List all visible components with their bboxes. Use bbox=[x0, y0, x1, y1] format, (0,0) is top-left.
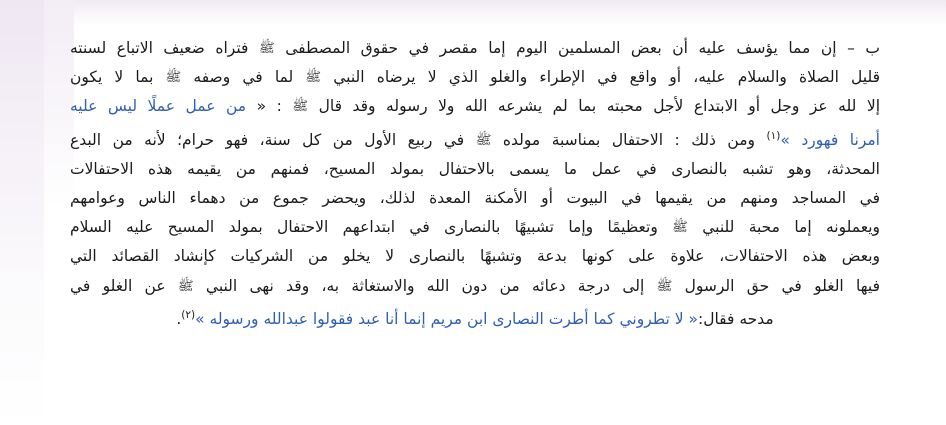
text-segment-normal: بما لا يكون bbox=[70, 68, 166, 87]
text-segment-normal: ومن ذلك : الاحتفال بمناسبة مولده bbox=[491, 130, 767, 149]
text-segment-symbol: ﷺ bbox=[475, 132, 492, 148]
text-segment-normal: إلى درجة دعائه من دون الله والاستغاثة به، وقد نهى النبي bbox=[193, 276, 657, 295]
page-left-edge-gradient bbox=[0, 0, 44, 425]
text-line bbox=[70, 242, 880, 271]
text-segment-highlight: « لا تطروني كما أطرت النصارى ابن مريم إنما أنا عبد فقولوا عبدالله ورسوله » bbox=[195, 309, 698, 328]
text-segment-normal: لما في وصفه bbox=[181, 68, 306, 87]
text-segment-symbol: ﷺ bbox=[177, 278, 194, 294]
text-segment-highlight: من عمل عملًا ليس عليه bbox=[70, 97, 257, 116]
text-segment-highlight: أمرنا فهورد bbox=[789, 130, 880, 149]
text-segment-normal: في ربيع الأول من كل سنة، فهو حرام؛ لأنه من البدع bbox=[70, 130, 476, 149]
text-segment-symbol: ﷺ bbox=[656, 278, 673, 294]
text-segment-normal: مدحه فقال: bbox=[697, 309, 774, 328]
text-segment-normal: : « bbox=[256, 97, 293, 116]
text-segment-normal: ويعملونه إما محبة للنبي bbox=[687, 218, 880, 237]
text-segment-symbol: ﷺ bbox=[165, 70, 182, 86]
text-segment-normal: عن الغلو في bbox=[70, 276, 178, 295]
text-segment-normal: ب – إن مما يؤسف عليه أن بعض المسلمين اليوم إما مقصر في حقوق المصطفى bbox=[274, 39, 880, 57]
text-line bbox=[70, 155, 880, 184]
text-line bbox=[70, 92, 880, 121]
text-segment-normal: وبعض هذه الاحتفالات، علاوة على كونها بدعة وتشبهًا بالنصارى لا يخلو من الشركيات كإنشاد القصائد التي bbox=[70, 247, 880, 266]
text-segment-normal: وتعظيمًا وإما تشبيهًا بالنصارى في ابتداعهم الاحتفال بمولد المسيح عليه السلام bbox=[70, 218, 673, 237]
text-segment-symbol: ﷺ bbox=[258, 41, 275, 56]
text-segment-normal: . bbox=[176, 309, 182, 328]
text-segment-footnote: (١) bbox=[766, 129, 781, 142]
text-segment-normal: قليل الصلاة والسلام عليه، أو واقع في الإطراء والغلو الذي لا يرضاه النبي bbox=[321, 68, 880, 87]
text-segment-normal: إلا لله عز وجل أو الابتداع لأجل محبته بما لم يشرعه الله ولا رسوله وقد قال bbox=[308, 97, 881, 116]
text-segment-normal: في المساجد ومنهم من يقيمها في البيوت أو الأمكنة المعدة لذلك، ويحضر جموع من دهماء الناس وعوامهم bbox=[70, 189, 880, 208]
text-segment-normal: فيها الغلو في حق الرسول bbox=[672, 276, 880, 295]
text-segment-symbol: ﷺ bbox=[292, 99, 309, 115]
text-line bbox=[70, 63, 880, 92]
paragraph-b bbox=[70, 34, 880, 334]
text-line bbox=[70, 34, 880, 63]
text-line bbox=[70, 301, 880, 334]
text-line bbox=[70, 184, 880, 213]
page-top-gradient bbox=[0, 0, 946, 26]
text-segment-normal: المحدثة، وهو تشبه بالنصارى في عمل ما يسمى بالاحتفال بمولد المسيح، فمنهم من يقيمه هذه الاحتفالات bbox=[70, 159, 880, 178]
text-segment-highlight: » bbox=[780, 130, 790, 149]
text-line bbox=[70, 272, 880, 301]
text-line bbox=[70, 213, 880, 242]
text-segment-symbol: ﷺ bbox=[305, 70, 322, 86]
text-segment-normal: فتراه ضعيف الاتباع لسنته bbox=[70, 39, 259, 57]
text-segment-footnote: (٢) bbox=[181, 308, 196, 321]
document-text-body bbox=[70, 34, 880, 334]
text-segment-symbol: ﷺ bbox=[672, 220, 688, 236]
text-line bbox=[70, 122, 880, 155]
